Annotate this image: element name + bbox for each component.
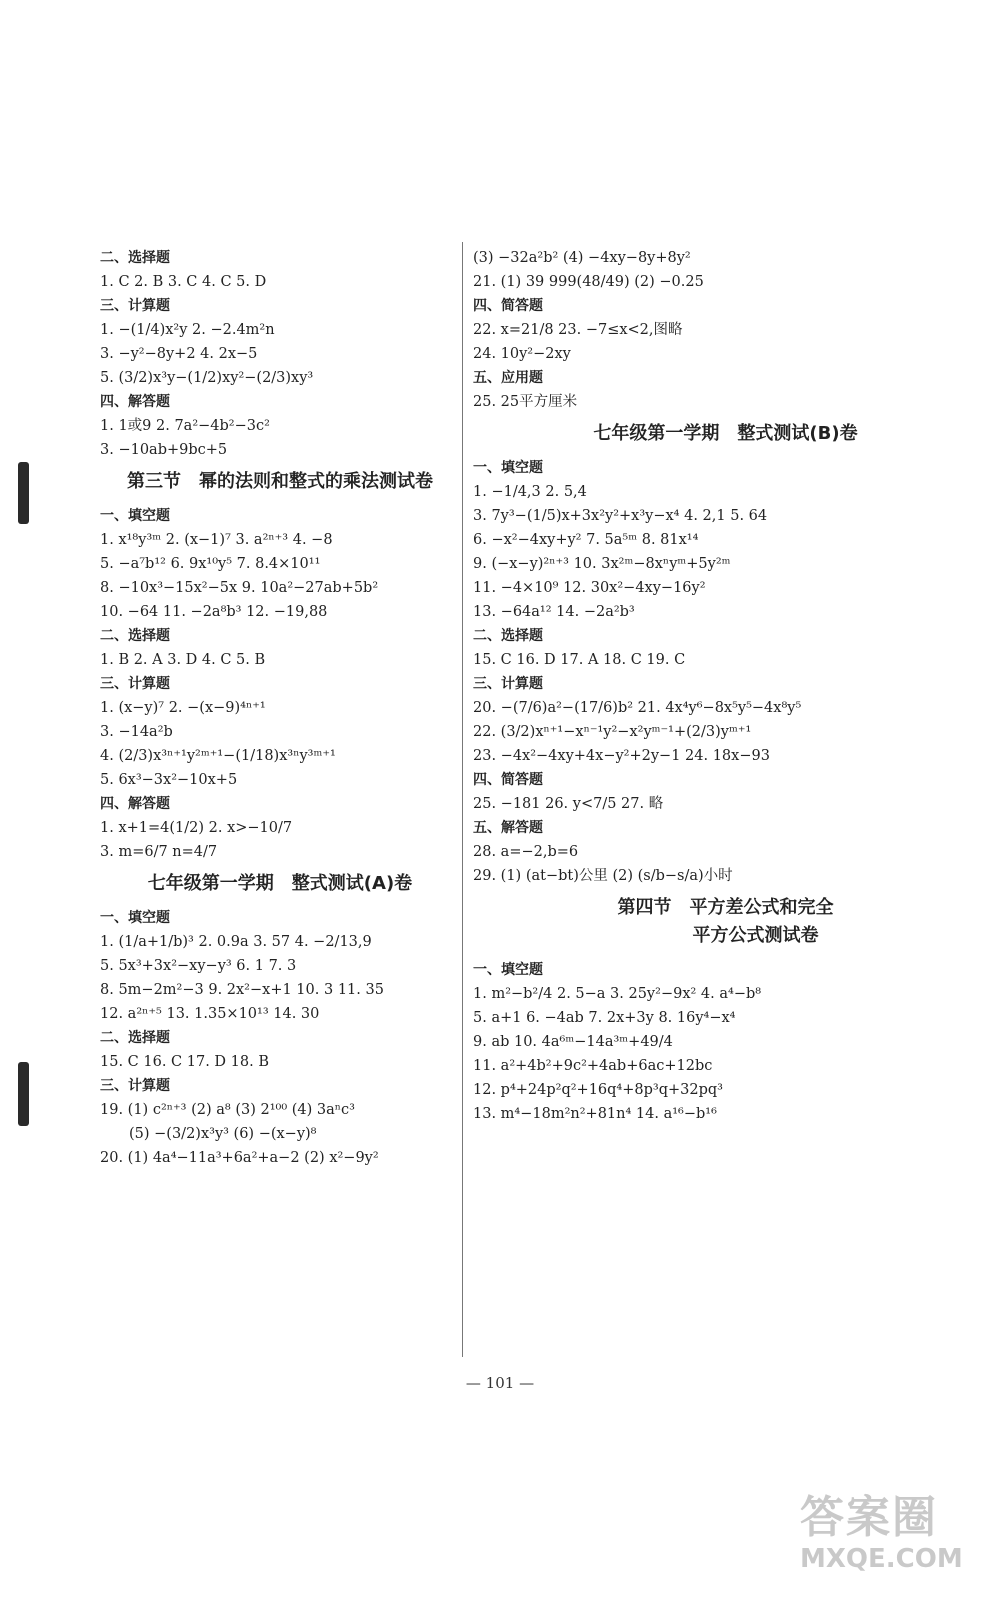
watermark-logo <box>800 1492 980 1582</box>
section-heading: 四、简答题 <box>473 772 543 788</box>
answer-line: 12. p⁴+24p²q²+16q⁴+8p³q+32pq³ <box>473 1082 723 1098</box>
section-heading: 四、解答题 <box>100 796 170 812</box>
answer-line: 1. −(1/4)x²y 2. −2.4m²n <box>100 322 275 338</box>
section-heading: 一、填空题 <box>473 962 543 978</box>
answer-line: 3. −14a²b <box>100 724 173 740</box>
answer-line: 22. (3/2)xⁿ⁺¹−xⁿ⁻¹y²−x²yᵐ⁻¹+(2/3)yᵐ⁺¹ <box>473 724 752 740</box>
section-heading: 五、应用题 <box>473 370 543 386</box>
section-heading: 二、选择题 <box>473 628 543 644</box>
page-number: — 101 — <box>465 1374 535 1392</box>
answer-line: 5. 6x³−3x²−10x+5 <box>100 772 238 788</box>
answer-line: 23. −4x²−4xy+4x−y²+2y−1 24. 18x−93 <box>473 748 770 764</box>
answer-line: 1. x+1=4(1/2) 2. x>−10/7 <box>100 820 293 836</box>
answer-line: 5. −a⁷b¹² 6. 9x¹⁰y⁵ 7. 8.4×10¹¹ <box>100 556 321 572</box>
answer-line: 3. 7y³−(1/5)x+3x²y²+x³y−x⁴ 4. 2,1 5. 64 <box>473 508 768 524</box>
answer-line: 8. −10x³−15x²−5x 9. 10a²−27ab+5b² <box>100 580 379 596</box>
answer-line: 5. (3/2)x³y−(1/2)xy²−(2/3)xy³ <box>100 370 314 386</box>
answer-line: 1. x¹⁸y³ᵐ 2. (x−1)⁷ 3. a²ⁿ⁺³ 4. −8 <box>100 532 333 548</box>
answer-line: 1. (1/a+1/b)³ 2. 0.9a 3. 57 4. −2/13,9 <box>100 934 372 950</box>
answer-line: 20. −(7/6)a²−(17/6)b² 21. 4x⁴y⁶−8x⁵y⁵−4x⁸y⁵ <box>473 700 802 716</box>
section-heading: 一、填空题 <box>100 910 170 926</box>
answer-line: 4. (2/3)x³ⁿ⁺¹y²ᵐ⁺¹−(1/18)x³ⁿy³ᵐ⁺¹ <box>100 748 336 764</box>
test-title: 第三节 幂的法则和整式的乘法测试卷 <box>127 471 433 492</box>
answer-line: 25. −181 26. y<7/5 27. 略 <box>473 796 664 812</box>
watermark-text: 答案圈 <box>800 1492 938 1543</box>
answer-line: 3. −y²−8y+2 4. 2x−5 <box>100 346 258 362</box>
answer-line: 1. m²−b²/4 2. 5−a 3. 25y²−9x² 4. a⁴−b⁸ <box>473 986 762 1002</box>
answer-line: 3. −10ab+9bc+5 <box>100 442 228 458</box>
answer-line: 13. m⁴−18m²n²+81n⁴ 14. a¹⁶−b¹⁶ <box>473 1106 717 1122</box>
left-column <box>100 246 460 1170</box>
answer-line: 24. 10y²−2xy <box>473 346 571 362</box>
answer-line: 25. 25平方厘米 <box>473 394 578 410</box>
answer-line: 22. x=21/8 23. −7≤x<2,图略 <box>473 322 683 338</box>
test-title: 七年级第一学期 整式测试(A)卷 <box>147 873 413 894</box>
section-heading: 三、计算题 <box>100 298 170 314</box>
answer-line: 15. C 16. C 17. D 18. B <box>100 1054 269 1070</box>
answer-line: 28. a=−2,b=6 <box>473 844 579 860</box>
watermark-url: MXQE.COM <box>800 1544 963 1574</box>
test-title: 第四节 平方差公式和完全 <box>617 897 834 918</box>
section-heading: 二、选择题 <box>100 628 170 644</box>
answer-line: 1. −1/4,3 2. 5,4 <box>473 484 587 500</box>
answer-line: 20. (1) 4a⁴−11a³+6a²+a−2 (2) x²−9y² <box>100 1150 379 1166</box>
section-heading: 五、解答题 <box>473 820 543 836</box>
answer-line: 10. −64 11. −2a⁸b³ 12. −19,88 <box>100 604 328 620</box>
answer-line: (5) −(3/2)x³y³ (6) −(x−y)⁸ <box>100 1126 317 1142</box>
answer-line: 19. (1) c²ⁿ⁺³ (2) a⁸ (3) 2¹⁰⁰ (4) 3aⁿc³ <box>100 1102 355 1118</box>
answer-line: 13. −64a¹² 14. −2a²b³ <box>473 604 635 620</box>
section-heading: 三、计算题 <box>100 676 170 692</box>
answer-line: 1. (x−y)⁷ 2. −(x−9)⁴ⁿ⁺¹ <box>100 700 266 716</box>
section-heading: 四、解答题 <box>100 394 170 410</box>
binding-mark-bottom <box>18 1062 29 1126</box>
test-title: 七年级第一学期 整式测试(B)卷 <box>593 423 858 444</box>
answer-line: 9. ab 10. 4a⁶ᵐ−14a³ᵐ+49/4 <box>473 1034 673 1050</box>
answer-line: 6. −x²−4xy+y² 7. 5a⁵ᵐ 8. 81x¹⁴ <box>473 532 699 548</box>
answer-line: (3) −32a²b² (4) −4xy−8y+8y² <box>473 250 691 266</box>
section-heading: 一、填空题 <box>100 508 170 524</box>
section-heading: 一、填空题 <box>473 460 543 476</box>
answer-line: 11. a²+4b²+9c²+4ab+6ac+12bc <box>473 1058 713 1074</box>
column-divider <box>462 242 463 1357</box>
section-heading: 四、简答题 <box>473 298 543 314</box>
answer-line: 9. (−x−y)²ⁿ⁺³ 10. 3x²ᵐ−8xⁿyᵐ+5y²ᵐ <box>473 556 731 572</box>
answer-line: 1. 1或9 2. 7a²−4b²−3c² <box>100 418 270 434</box>
answer-line: 29. (1) (at−bt)公里 (2) (s/b−s/a)小时 <box>473 868 733 884</box>
right-column <box>473 246 978 1126</box>
section-heading: 三、计算题 <box>473 676 543 692</box>
binding-mark-top <box>18 462 29 524</box>
answer-line: 8. 5m−2m²−3 9. 2x²−x+1 10. 3 11. 35 <box>100 982 384 998</box>
answer-line: 15. C 16. D 17. A 18. C 19. C <box>473 652 686 668</box>
answer-line: 1. C 2. B 3. C 4. C 5. D <box>100 274 267 290</box>
answer-line: 1. B 2. A 3. D 4. C 5. B <box>100 652 266 668</box>
answer-line: 5. 5x³+3x²−xy−y³ 6. 1 7. 3 <box>100 958 297 974</box>
answer-line: 12. a²ⁿ⁺⁵ 13. 1.35×10¹³ 14. 30 <box>100 1006 320 1022</box>
section-heading: 二、选择题 <box>100 250 170 266</box>
section-heading: 三、计算题 <box>100 1078 170 1094</box>
section-heading: 二、选择题 <box>100 1030 170 1046</box>
answer-line: 11. −4×10⁹ 12. 30x²−4xy−16y² <box>473 580 706 596</box>
test-title-continued: 平方公式测试卷 <box>692 925 819 946</box>
answer-line: 3. m=6/7 n=4/7 <box>100 844 218 860</box>
answer-line: 21. (1) 39 999(48/49) (2) −0.25 <box>473 274 704 290</box>
answer-line: 5. a+1 6. −4ab 7. 2x+3y 8. 16y⁴−x⁴ <box>473 1010 736 1026</box>
